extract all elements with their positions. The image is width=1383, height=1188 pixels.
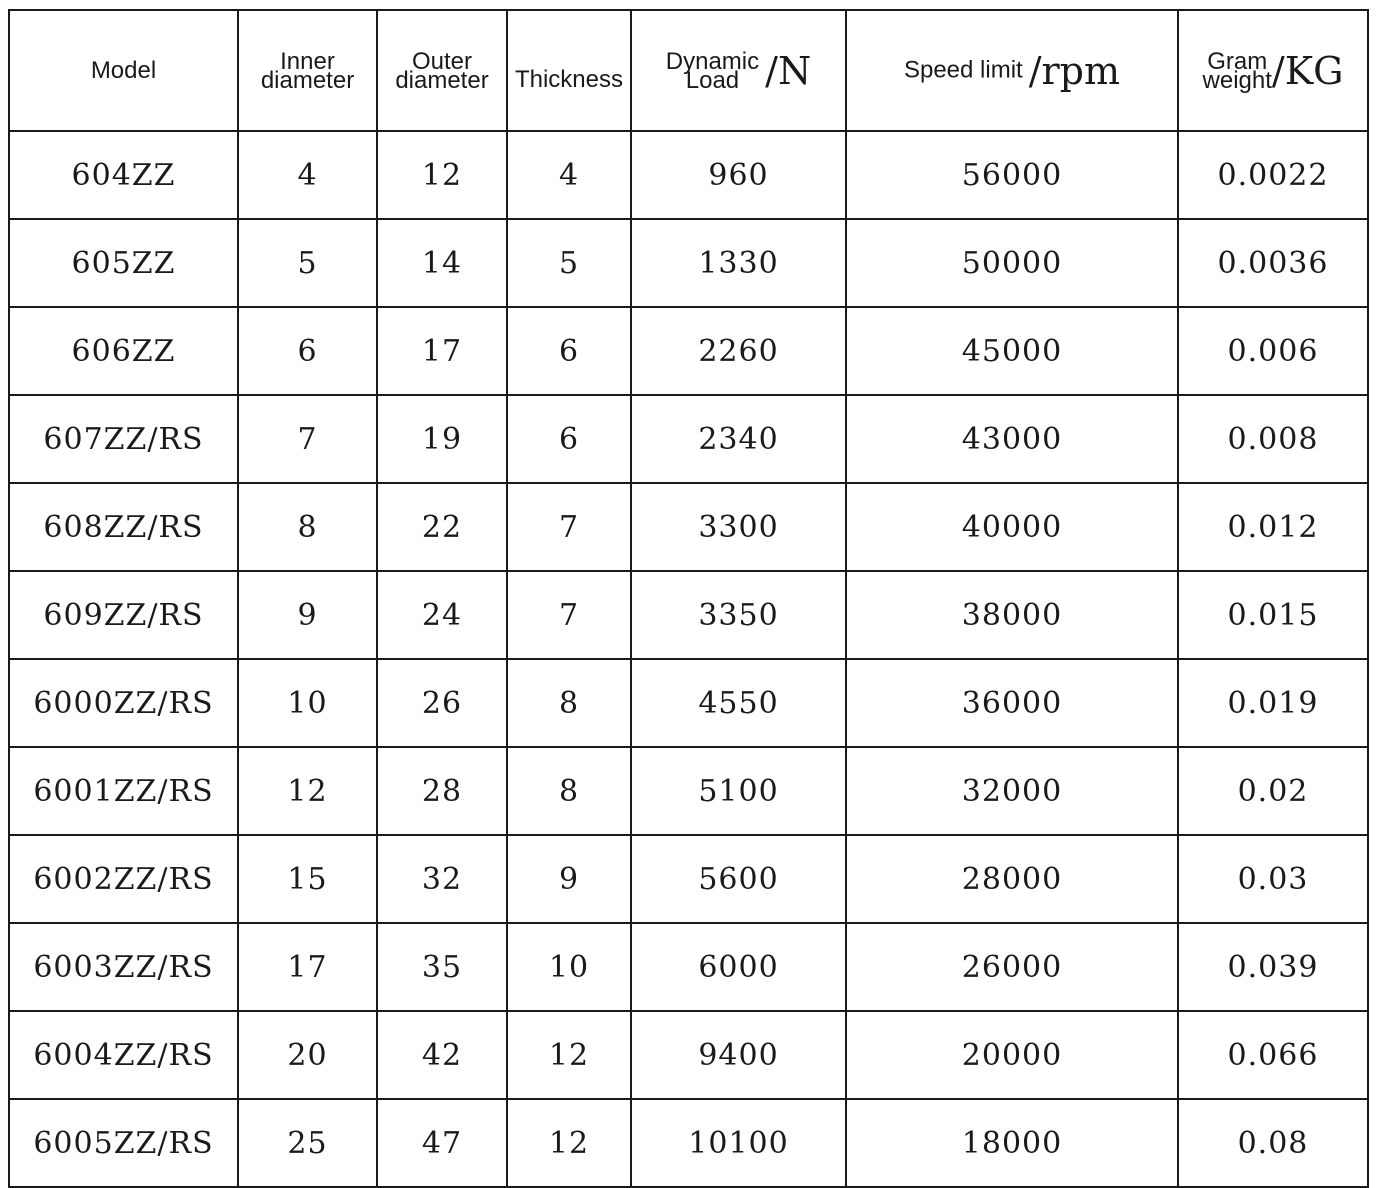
cell-speed: 36000	[846, 659, 1178, 747]
cell-inner: 12	[238, 747, 377, 835]
cell-thickness: 12	[507, 1099, 631, 1187]
cell-model: 6001ZZ/RS	[9, 747, 238, 835]
cell-load: 5100	[631, 747, 846, 835]
header-model	[9, 10, 238, 131]
table-row	[9, 395, 1368, 483]
cell-load: 9400	[631, 1011, 846, 1099]
cell-weight: 0.006	[1178, 307, 1368, 395]
cell-inner: 7	[238, 395, 377, 483]
cell-load: 3300	[631, 483, 846, 571]
cell-inner: 8	[238, 483, 377, 571]
cell-weight: 0.03	[1178, 835, 1368, 923]
table-row	[9, 923, 1368, 1011]
cell-speed: 56000	[846, 131, 1178, 219]
header-weight-line2: weight	[1202, 66, 1272, 94]
cell-thickness: 12	[507, 1011, 631, 1099]
cell-inner: 25	[238, 1099, 377, 1187]
table-row	[9, 131, 1368, 219]
cell-thickness: 7	[507, 571, 631, 659]
header-row	[9, 10, 1368, 131]
header-speed-unit: /rpm	[1028, 48, 1121, 93]
cell-load: 4550	[631, 659, 846, 747]
cell-outer: 26	[377, 659, 507, 747]
cell-thickness: 9	[507, 835, 631, 923]
bearing-spec-table	[8, 9, 1369, 1188]
header-speed-label: Speed limit	[903, 56, 1023, 84]
cell-weight: 0.039	[1178, 923, 1368, 1011]
cell-outer: 42	[377, 1011, 507, 1099]
header-inner-line1: Inner	[280, 47, 335, 75]
cell-weight: 0.0036	[1178, 219, 1368, 307]
cell-thickness: 7	[507, 483, 631, 571]
cell-outer: 28	[377, 747, 507, 835]
cell-weight: 0.019	[1178, 659, 1368, 747]
header-outer-line2: diameter	[395, 66, 489, 94]
cell-weight: 0.02	[1178, 747, 1368, 835]
header-gram-weight	[1178, 10, 1368, 131]
cell-inner: 20	[238, 1011, 377, 1099]
header-load-line1: Dynamic	[665, 47, 760, 75]
cell-load: 3350	[631, 571, 846, 659]
cell-speed: 28000	[846, 835, 1178, 923]
cell-model: 608ZZ/RS	[9, 483, 238, 571]
cell-outer: 24	[377, 571, 507, 659]
cell-inner: 4	[238, 131, 377, 219]
table-row	[9, 1099, 1368, 1187]
cell-outer: 22	[377, 483, 507, 571]
cell-speed: 43000	[846, 395, 1178, 483]
cell-inner: 10	[238, 659, 377, 747]
cell-load: 1330	[631, 219, 846, 307]
cell-outer: 17	[377, 307, 507, 395]
header-thickness-label: Thickness	[514, 65, 624, 93]
cell-weight: 0.008	[1178, 395, 1368, 483]
cell-model: 6004ZZ/RS	[9, 1011, 238, 1099]
cell-model: 607ZZ/RS	[9, 395, 238, 483]
cell-speed: 45000	[846, 307, 1178, 395]
cell-outer: 19	[377, 395, 507, 483]
cell-model: 605ZZ	[9, 219, 238, 307]
cell-load: 10100	[631, 1099, 846, 1187]
cell-speed: 50000	[846, 219, 1178, 307]
table-row	[9, 1011, 1368, 1099]
header-model-label: Model	[90, 56, 157, 84]
cell-weight: 0.0022	[1178, 131, 1368, 219]
cell-load: 2260	[631, 307, 846, 395]
cell-inner: 9	[238, 571, 377, 659]
cell-outer: 35	[377, 923, 507, 1011]
cell-model: 6000ZZ/RS	[9, 659, 238, 747]
cell-thickness: 6	[507, 307, 631, 395]
cell-inner: 5	[238, 219, 377, 307]
table-row	[9, 835, 1368, 923]
header-outer-line1: Outer	[411, 47, 473, 75]
cell-outer: 14	[377, 219, 507, 307]
table-row	[9, 307, 1368, 395]
cell-load: 6000	[631, 923, 846, 1011]
table-row	[9, 659, 1368, 747]
table-row	[9, 571, 1368, 659]
cell-thickness: 6	[507, 395, 631, 483]
cell-model: 606ZZ	[9, 307, 238, 395]
header-load-unit: /N	[765, 48, 812, 93]
header-load-line2: Load	[685, 66, 740, 94]
table-row	[9, 747, 1368, 835]
cell-thickness: 4	[507, 131, 631, 219]
cell-model: 6002ZZ/RS	[9, 835, 238, 923]
cell-model: 6005ZZ/RS	[9, 1099, 238, 1187]
cell-model: 6003ZZ/RS	[9, 923, 238, 1011]
cell-speed: 38000	[846, 571, 1178, 659]
cell-weight: 0.066	[1178, 1011, 1368, 1099]
table-row	[9, 483, 1368, 571]
table-body	[9, 131, 1368, 1187]
cell-speed: 26000	[846, 923, 1178, 1011]
table-row	[9, 219, 1368, 307]
header-outer-diameter	[377, 10, 507, 131]
header-thickness	[507, 10, 631, 131]
cell-inner: 6	[238, 307, 377, 395]
cell-thickness: 8	[507, 659, 631, 747]
header-inner-line2: diameter	[260, 66, 355, 94]
header-weight-line1: Gram	[1207, 47, 1268, 75]
header-inner-diameter	[238, 10, 377, 131]
cell-load: 2340	[631, 395, 846, 483]
header-weight-unit: /KG	[1271, 48, 1344, 93]
cell-weight: 0.015	[1178, 571, 1368, 659]
cell-model: 609ZZ/RS	[9, 571, 238, 659]
header-dynamic-load	[631, 10, 846, 131]
header-speed-limit	[846, 10, 1178, 131]
cell-speed: 40000	[846, 483, 1178, 571]
cell-thickness: 5	[507, 219, 631, 307]
cell-thickness: 8	[507, 747, 631, 835]
cell-speed: 32000	[846, 747, 1178, 835]
cell-load: 5600	[631, 835, 846, 923]
cell-outer: 47	[377, 1099, 507, 1187]
cell-outer: 12	[377, 131, 507, 219]
cell-weight: 0.012	[1178, 483, 1368, 571]
cell-model: 604ZZ	[9, 131, 238, 219]
cell-outer: 32	[377, 835, 507, 923]
cell-thickness: 10	[507, 923, 631, 1011]
cell-speed: 18000	[846, 1099, 1178, 1187]
cell-speed: 20000	[846, 1011, 1178, 1099]
cell-weight: 0.08	[1178, 1099, 1368, 1187]
cell-load: 960	[631, 131, 846, 219]
cell-inner: 15	[238, 835, 377, 923]
cell-inner: 17	[238, 923, 377, 1011]
